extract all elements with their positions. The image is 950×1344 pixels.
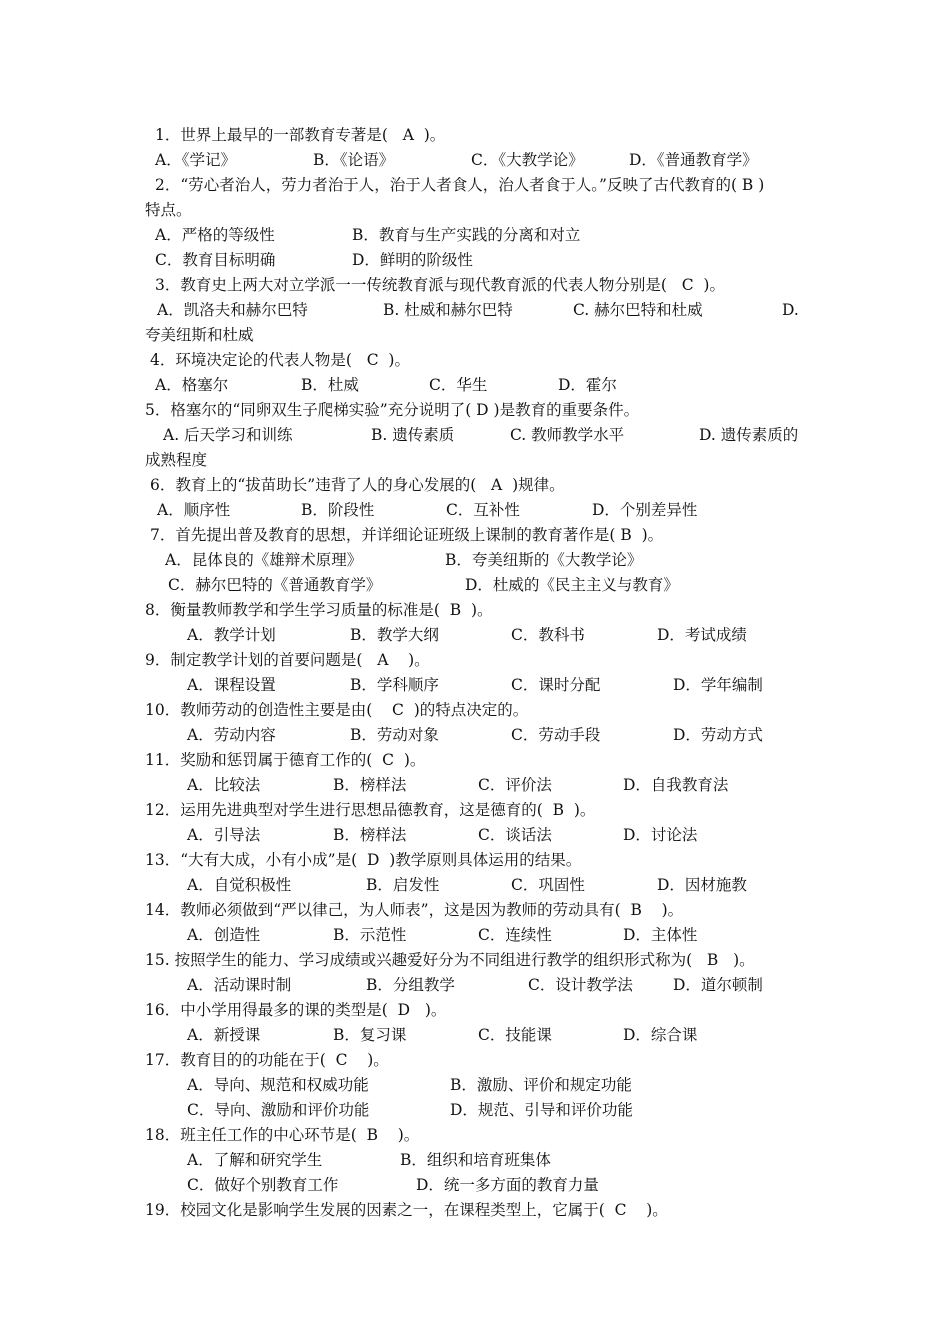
answer-option: B. 杜威和赫尔巴特: [383, 301, 513, 319]
option-row: [0, 773, 950, 798]
answer-option: B．阶段性: [301, 501, 375, 519]
answer-option: B．分组教学: [366, 976, 455, 994]
answer-option: A．了解和研究学生: [187, 1151, 323, 1169]
answer-option: A．格塞尔: [155, 376, 229, 394]
option-row: [0, 923, 950, 948]
answer-option: A．新授课: [187, 1026, 261, 1044]
question-stem: 11．奖励和惩罚属于德育工作的( C )。: [145, 751, 426, 769]
answer-option: C．互补性: [446, 501, 520, 519]
question-stem: 2．“劳心者治人，劳力者治于人，治于人者食人，治人者食于人。”反映了古代教育的( B ): [155, 176, 765, 194]
answer-option: D．杜威的《民主主义与教育》: [465, 576, 679, 594]
answer-option: C．巩固性: [511, 876, 585, 894]
answer-option: C．劳动手段: [511, 726, 601, 744]
question-stem: 13．“大有大成，小有小成”是( D )教学原则具体运用的结果。: [145, 851, 582, 869]
answer-option: C．赫尔巴特的《普通教育学》: [168, 576, 382, 594]
option-row: [0, 573, 950, 598]
answer-option: D．道尔顿制: [673, 976, 763, 994]
answer-option: A．昆体良的《雄辩术原理》: [165, 551, 363, 569]
answer-option: B. 遗传素质: [371, 426, 455, 444]
answer-option: B．启发性: [366, 876, 440, 894]
question-stem: 15. 按照学生的能力、学习成绩或兴趣爱好分为不同组进行教学的组织形式称为( B )。: [145, 951, 755, 969]
answer-option: A．比较法: [187, 776, 261, 794]
answer-option: D．主体性: [623, 926, 698, 944]
option-row: [0, 673, 950, 698]
answer-option: A．活动课时制: [187, 976, 292, 994]
answer-option: B．榜样法: [333, 776, 407, 794]
answer-option: D．《普通教育学》: [629, 151, 758, 169]
answer-option: D．讨论法: [623, 826, 698, 844]
answer-option: B．组织和培育班集体: [400, 1151, 551, 1169]
option-row: [0, 423, 950, 448]
question-stem: 9．制定教学计划的首要问题是( A )。: [145, 651, 430, 669]
answer-option: D．霍尔: [558, 376, 617, 394]
answer-option: D.: [782, 301, 799, 319]
answer-option: C．教科书: [511, 626, 585, 644]
answer-option: B．教育与生产实践的分离和对立: [352, 226, 581, 244]
answer-option: B．劳动对象: [350, 726, 439, 744]
answer-option: D．考试成绩: [657, 626, 747, 644]
answer-option: B．《论语》: [313, 151, 395, 169]
answer-option: D．综合课: [623, 1026, 698, 1044]
option-row: [0, 223, 950, 248]
option-row: [0, 498, 950, 523]
option-row: [0, 248, 950, 273]
question-stem: 6．教育上的“拔苗助长”违背了人的身心发展的( A )规律。: [150, 476, 565, 494]
question-stem: 17．教育目的的功能在于( C )。: [145, 1051, 389, 1069]
question-stem: 12．运用先进典型对学生进行思想品德教育，这是德育的( B )。: [145, 801, 596, 819]
option-row: [0, 873, 950, 898]
answer-option: A．顺序性: [157, 501, 231, 519]
answer-option: A．引导法: [187, 826, 261, 844]
answer-option: C. 教师教学水平: [510, 426, 625, 444]
answer-option: D．自我教育法: [623, 776, 729, 794]
answer-option: D．规范、引导和评价功能: [450, 1101, 633, 1119]
answer-option: A．导向、规范和权威功能: [187, 1076, 369, 1094]
question-stem: 18．班主任工作的中心环节是( B )。: [145, 1126, 420, 1144]
option-row: [0, 1023, 950, 1048]
question-stem: 14．教师必须做到“严以律己，为人师表”，这是因为教师的劳动具有( B )。: [145, 901, 684, 919]
answer-option: B．学科顺序: [350, 676, 439, 694]
answer-option: A. 后天学习和训练: [163, 426, 293, 444]
answer-option: A．凯洛夫和赫尔巴特: [157, 301, 308, 319]
question-stem: 10．教师劳动的创造性主要是由( C )的特点决定的。: [145, 701, 529, 719]
answer-option: A．自觉积极性: [187, 876, 292, 894]
question-stem: 特点。: [145, 201, 192, 219]
question-stem: 7．首先提出普及教育的思想，并详细论证班级上课制的教育著作是( B )。: [150, 526, 664, 544]
answer-option: C．做好个别教育工作: [187, 1176, 339, 1194]
option-row: [0, 1098, 950, 1123]
option-row: [0, 373, 950, 398]
answer-option: C．华生: [429, 376, 488, 394]
question-stem: 4．环境决定论的代表人物是( C )。: [150, 351, 410, 369]
answer-option: D. 遗传素质的: [699, 426, 799, 444]
option-row: [0, 723, 950, 748]
option-row: [0, 148, 950, 173]
answer-option: A．劳动内容: [187, 726, 276, 744]
answer-option: C．评价法: [478, 776, 552, 794]
option-row: [0, 823, 950, 848]
answer-option: C．导向、激励和评价功能: [187, 1101, 370, 1119]
answer-option: A．课程设置: [187, 676, 276, 694]
answer-option: D．学年编制: [673, 676, 763, 694]
answer-option: C．谈话法: [478, 826, 552, 844]
question-stem: 16．中小学用得最多的课的类型是( D )。: [145, 1001, 447, 1019]
answer-option: D．因材施教: [657, 876, 747, 894]
option-row: [0, 298, 950, 323]
answer-option: A．《学记》: [155, 151, 236, 169]
answer-option: B．复习课: [333, 1026, 407, 1044]
option-row: [0, 973, 950, 998]
answer-option: B．榜样法: [333, 826, 407, 844]
answer-option: A．创造性: [187, 926, 261, 944]
option-row: [0, 623, 950, 648]
question-stem: 3．教育史上两大对立学派一一传统教育派与现代教育派的代表人物分别是( C )。: [155, 276, 725, 294]
option-row: [0, 1148, 950, 1173]
answer-option: C．连续性: [478, 926, 552, 944]
answer-option: C．教育目标明确: [155, 251, 276, 269]
option-row: [0, 1073, 950, 1098]
answer-option: D．个别差异性: [592, 501, 698, 519]
answer-option: B．杜威: [301, 376, 359, 394]
option-row: [0, 1173, 950, 1198]
answer-option: C．《大教学论》: [471, 151, 584, 169]
answer-option: B．夸美纽斯的《大教学论》: [445, 551, 643, 569]
answer-option: D．劳动方式: [673, 726, 763, 744]
option-continuation: 成熟程度: [145, 451, 208, 469]
answer-option: A．教学计划: [187, 626, 276, 644]
option-continuation: 夸美纽斯和杜威: [145, 326, 254, 344]
question-stem: 19．校园文化是影响学生发展的因素之一，在课程类型上，它属于( C )。: [145, 1201, 668, 1219]
answer-option: C．技能课: [478, 1026, 552, 1044]
question-stem: 5．格塞尔的“同卵双生子爬梯实验”充分说明了( D )是教育的重要条件。: [145, 401, 640, 419]
answer-option: B．示范性: [333, 926, 407, 944]
option-row: [0, 548, 950, 573]
answer-option: C. 赫尔巴特和杜威: [573, 301, 703, 319]
question-stem: 8．衡量教师教学和学生学习质量的标准是( B )。: [145, 601, 493, 619]
answer-option: B．激励、评价和规定功能: [450, 1076, 632, 1094]
answer-option: D．统一多方面的教育力量: [416, 1176, 599, 1194]
answer-option: C．课时分配: [511, 676, 601, 694]
question-stem: 1．世界上最早的一部教育专著是( A )。: [155, 126, 446, 144]
answer-option: B．教学大纲: [350, 626, 439, 644]
answer-option: A．严格的等级性: [155, 226, 275, 244]
answer-option: D．鲜明的阶级性: [352, 251, 473, 269]
answer-option: C．设计教学法: [528, 976, 633, 994]
